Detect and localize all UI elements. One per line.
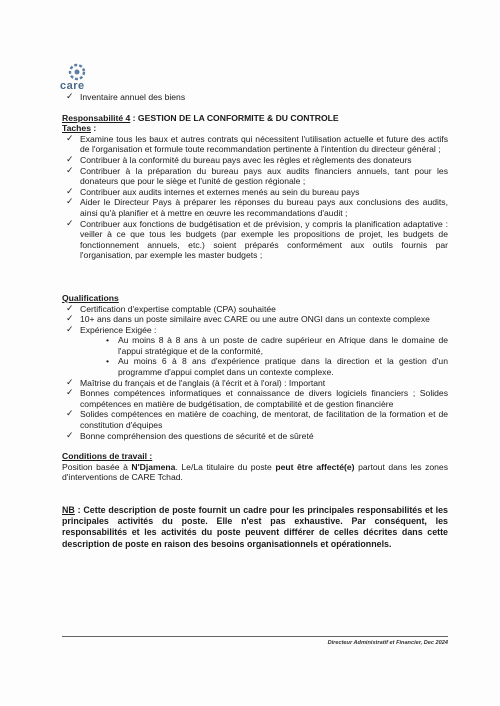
- tasks-heading: Taches :: [62, 123, 97, 134]
- note-text: : Cette description de poste fournit un cadre pour les principales responsabilités et les principales activités du poste. Elle n'est pas exhaustive. Par conséquent, les responsabilités et les activités du poste peuvent différer de celles décrites dans cette description de poste en raison des besoins organisationnels et opérationnels.: [62, 505, 448, 549]
- assignment-emphasis: peut être affecté(e): [275, 461, 355, 472]
- document-body: [62, 92, 448, 550]
- logo-text: care: [60, 80, 85, 92]
- qualification-item: ✓ Maîtrise du français et de l'anglais (à l'écrit et à l'oral) : Important: [62, 378, 448, 389]
- task-item: ✓ Contribuer à la conformité du bureau pays avec les règles et règlements des donateurs: [62, 155, 448, 166]
- conditions-heading: Conditions de travail :: [62, 451, 153, 462]
- experience-item: • Au moins 8 à 8 ans à un poste de cadre supérieur en Afrique dans le domaine de l'appui stratégique et de la conformité,: [62, 335, 448, 356]
- care-hands-icon: [60, 62, 94, 82]
- note-paragraph: [62, 505, 448, 550]
- task-item: ✓ Contribuer aux audits internes et externes menés au sein du bureau pays: [62, 187, 448, 198]
- task-item: ✓ Contribuer à la préparation du bureau pays aux audits financiers annuels, tant pour les donateurs que pour le siège et l'unité de gestion régionale ;: [62, 166, 448, 187]
- footer-divider: [62, 636, 448, 637]
- resp4-title: : GESTION DE LA CONFORMITE & DU CONTROLE: [130, 112, 339, 123]
- task-item: ✓ Aider le Directeur Pays à préparer les réponses du bureau pays aux conclusions des audits, ainsi qu'à planifier et à mettre en œuvre les recommandations d'audit ;: [62, 197, 448, 218]
- resp4-label: Responsabilité 4: [62, 112, 131, 123]
- note-label: NB: [62, 505, 75, 515]
- qualification-item: ✓ Expérience Exigée :: [62, 325, 448, 336]
- qualifications-heading: Qualifications: [62, 292, 119, 303]
- qualification-item: ✓ Bonnes compétences informatiques et connaissance de divers logiciels financiers ; Solides compétences en matière de budgétisation, de comptabilité et de gestion financière: [62, 388, 448, 409]
- footer-text: Directeur Administratif et Financier, Dec 2024: [327, 640, 448, 646]
- experience-item: • Au moins 6 à 8 ans d'expérience pratique dans la direction et la gestion d'un programme d'appui complet dans un contexte complexe.: [62, 356, 448, 377]
- qualification-item: ✓ Bonne compréhension des questions de sécurité et de sûreté: [62, 431, 448, 442]
- city-name: N'Djamena: [131, 461, 176, 472]
- qualification-item: ✓ Solides compétences en matière de coaching, de mentorat, de facilitation de la formation et de constitution d'équipes: [62, 409, 448, 430]
- intro-item: ✓ Inventaire annuel des biens: [62, 92, 448, 103]
- qualification-item: ✓ Certification d'expertise comptable (CPA) souhaitée: [62, 304, 448, 315]
- task-item: ✓ Contribuer aux fonctions de budgétisation et de prévision, y compris la planification adaptative : veiller à ce que tous les budgets (par exemple les propositions de projet, les budgets de fonctionnement annuels, etc.) soient préparés conformément aux outils fournis par l'organisation, par exemple les master budgets ;: [62, 219, 448, 261]
- care-logo: [60, 62, 100, 92]
- conditions-text: Position basée à N'Djamena. Le/La titulaire du poste peut être affecté(e) partout dans les zones d'interventions de CARE Tchad.: [62, 461, 449, 483]
- resp4-heading: [62, 113, 448, 124]
- qualification-item: ✓ 10+ ans dans un poste similaire avec CARE ou une autre ONGI dans un contexte complexe: [62, 314, 448, 325]
- task-item: ✓ Examine tous les baux et autres contrats qui nécessitent l'utilisation actuelle et future des actifs de l'organisation et formule toute recommandation pertinente à l'intention du directeur général ;: [62, 134, 448, 155]
